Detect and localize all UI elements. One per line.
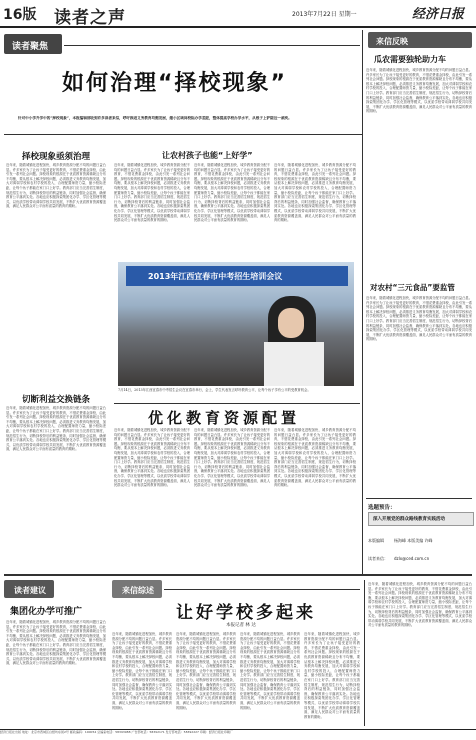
main-headline: 如何治理“择校现象” [62,71,287,96]
article-body: 近年来，随着城镇化进程加快，城乡教育资源分配不均的问题日益凸显。许多家长为了让孩子接受更好的教育，不惜花费重金择校，由此引发一系列社会问题。择校现象的根源在于优质教育资源稀缺且分布不均衡，要从根本上解决择校问题，必须推进义务教育均衡发展，加大对薄弱学校和农村学校的投入，合理配置师资力量，缩小校际差距，让每个孩子都能在家门口上好学。教育部门应当完善招生制度，规范招生行为，切断择校背后的利益链条，同时加强社会监督，确保教育公平落到实处。各地也应积极探索集团化办学、学区化管理等模式，以优质学校带动薄弱学校共同发展，不断扩大优质教育资源覆盖面，满足人民群众对公平而有质量的教育的期盼。 [6,163,106,209]
news-photo [118,262,354,386]
page-header [0,0,476,28]
subhead-guanong: 瓜农需要独轮助力车 [374,55,446,64]
article-body: 近年来，随着城镇化进程加快，城乡教育资源分配不均的问题日益凸显。许多家长为了让孩子接受更好的教育，不惜花费重金择校，由此引发一系列社会问题。择校现象的根源在于优质教育资源稀缺且分布不均衡，要从根本上解决择校问题，必须推进义务教育均衡发展，加大对薄弱学校和农村学校的投入，合理配置师资力量，缩小校际差距，让每个孩子都能在家门口上好学。教育部门应当完善招生制度，规范招生行为，切断择校背后的利益链条，同时加强社会监督，确保教育公平落到实处。各地也应积极探索集团化办学、学区化管理等模式，以优质学校带动薄弱学校共同发展，不断扩大优质教育资源覆盖面，满足人民群众对公平而有质量的教育的期盼。 [240,632,300,710]
subhead-nongcun: 让农村孩子也能“上好学” [162,151,253,160]
bottom-byline: 本报记者 林 达 [226,623,256,628]
right-tag: 来信反映 [376,37,408,46]
intro-divider [4,134,362,135]
article-body: 近年来，随着城镇化进程加快，城乡教育资源分配不均的问题日益凸显。许多家长为了让孩子接受更好的教育，不惜花费重金择校，由此引发一系列社会问题。择校现象的根源在于优质教育资源稀缺且分布不均衡，要从根本上解决择校问题，必须推进义务教育均衡发展，加大对薄弱学校和农村学校的投入，合理配置师资力量，缩小校际差距，让每个孩子都能在家门口上好学。教育部门应当完善招生制度，规范招生行为，切断择校背后的利益链条，同时加强社会监督，确保教育公平落到实处。各地也应积极探索集团化办学、学区化管理等模式，以优质学校带动薄弱学校共同发展，不断扩大优质教育资源覆盖面，满足人民群众对公平而有质量的教育的期盼。 [274,428,356,488]
article-body: 近年来，随着城镇化进程加快，城乡教育资源分配不均的问题日益凸显。许多家长为了让孩子接受更好的教育，不惜花费重金择校，由此引发一系列社会问题。择校现象的根源在于优质教育资源稀缺且分布不均衡，要从根本上解决择校问题，必须推进义务教育均衡发展，加大对薄弱学校和农村学校的投入，合理配置师资力量，缩小校际差距，让每个孩子都能在家门口上好学。教育部门应当完善招生制度，规范招生行为，切断择校背后的利益链条，同时加强社会监督，确保教育公平落到实处。各地也应积极探索集团化办学、学区化管理等模式，以优质学校带动薄弱学校共同发展，不断扩大优质教育资源覆盖面，满足人民群众对公平而有质量的教育的期盼。 [194,163,270,223]
page-footer: 经济日报社出版 地址：北京市西城区白纸坊东街2号 邮政编码：100054 总编室电话：58393988 广告部电话：58392171 发行部电话：58392227 印刷：经济日报社印刷厂 [0,729,476,740]
speaker-face [278,308,304,338]
preview-label: 选题预告： [368,505,396,511]
suggest-tag-box [4,580,54,598]
column-divider [362,30,363,576]
subhead-liyi: 切断利益交换链条 [22,395,91,405]
preview-box [368,512,474,526]
summary-tag: 来信综述 [122,586,154,595]
masthead: 经济日报 [412,7,465,22]
article-body: 近年来，随着城镇化进程加快，城乡教育资源分配不均的问题日益凸显。许多家长为了让孩子接受更好的教育，不惜花费重金择校，由此引发一系列社会问题。择校现象的根源在于优质教育资源稀缺且分布不均衡，要从根本上解决择校问题，必须推进义务教育均衡发展，加大对薄弱学校和农村学校的投入，合理配置师资力量，缩小校际差距，让每个孩子都能在家门口上好学。教育部门应当完善招生制度，规范招生行为，切断择校背后的利益链条，同时加强社会监督，确保教育公平落到实处。各地也应积极探索集团化办学、学区化管理等模式，以优质学校带动薄弱学校共同发展，不断扩大优质教育资源覆盖面，满足人民群众对公平而有质量的教育的期盼。 [112,632,172,710]
suggest-tag: 读者建议 [14,586,46,595]
subhead-sanyuan: 对农村“三元食品”要监管 [370,283,455,292]
right-divider [366,498,472,499]
feature-intro: 针对中小学升学中的“择校现象”，本报编辑部收到许多读者来信，呼吁推进义务教育均衡发展，缩小区域间校际办学差距，整体提高学校办学水平，从根子上铲除这一顽疾。 [18,116,292,120]
article-body: 近年来，随着城镇化进程加快，城乡教育资源分配不均的问题日益凸显。许多家长为了让孩子接受更好的教育，不惜花费重金择校，由此引发一系列社会问题。择校现象的根源在于优质教育资源稀缺且分布不均衡，要从根本上解决择校问题，必须推进义务教育均衡发展，加大对薄弱学校和农村学校的投入，合理配置师资力量，缩小校际差距，让每个孩子都能在家门口上好学。教育部门应当完善招生制度，规范招生行为，切断择校背后的利益链条，同时加强社会监督，确保教育公平落到实处。各地也应积极探索集团化办学、学区化管理等模式，以优质学校带动薄弱学校共同发展，不断扩大优质教育资源覆盖面，满足人民群众对公平而有质量的教育的期盼。 [6,406,106,452]
feature-tag: 读者聚焦 [12,42,49,52]
optimize-rule [114,403,360,404]
article-body: 近年来，随着城镇化进程加快，城乡教育资源分配不均的问题日益凸显。许多家长为了让孩子接受更好的教育，不惜花费重金择校，由此引发一系列社会问题。择校现象的根源在于优质教育资源稀缺且分布不均衡，要从根本上解决择校问题，必须推进义务教育均衡发展，加大对薄弱学校和农村学校的投入，合理配置师资力量，缩小校际差距，让每个孩子都能在家门口上好学。教育部门应当完善招生制度，规范招生行为，切断择校背后的利益链条，同时加强社会监督，确保教育公平落到实处。各地也应积极探索集团化办学、学区化管理等模式，以优质学校带动薄弱学校共同发展，不断扩大优质教育资源覆盖面，满足人民群众对公平而有质量的教育的期盼。 [6,620,106,666]
preview-text: 深入开展党的群众路线教育实践活动 [373,517,445,522]
email-address[interactable]: dzlx@ced.com.cn [394,556,430,561]
photo-caption: 7月14日，2013年江西宜春市中考招生会议在宜春市举行，会上，学生代表发言呼吁教育公平，让每个孩子享有公平的受教育机会。 [118,388,311,392]
bottom-section-rule [4,574,472,576]
subhead-jituan: 集团化办学可推广 [10,607,83,617]
bottom-headline: 让好学校多起来 [176,603,316,623]
subhead-youhua: 优化教育资源配置 [148,409,301,427]
article-body: 近年来，随着城镇化进程加快，城乡教育资源分配不均的问题日益凸显。许多家长为了让孩子接受更好的教育，不惜花费重金择校，由此引发一系列社会问题。择校现象的根源在于优质教育资源稀缺且分布不均衡，要从根本上解决择校问题，必须推进义务教育均衡发展，加大对薄弱学校和农村学校的投入，合理配置师资力量，缩小校际差距，让每个孩子都能在家门口上好学。教育部门应当完善招生制度，规范招生行为，切断择校背后的利益链条，同时加强社会监督，确保教育公平落到实处。各地也应积极探索集团化办学、学区化管理等模式，以优质学校带动薄弱学校共同发展，不断扩大优质教育资源覆盖面，满足人民群众对公平而有质量的教育的期盼。 [194,428,270,488]
article-body: 近年来，随着城镇化进程加快，城乡教育资源分配不均的问题日益凸显。许多家长为了让孩子接受更好的教育，不惜花费重金择校，由此引发一系列社会问题。择校现象的根源在于优质教育资源稀缺且分布不均衡，要从根本上解决择校问题，必须推进义务教育均衡发展，加大对薄弱学校和农村学校的投入，合理配置师资力量，缩小校际差距，让每个孩子都能在家门口上好学。教育部门应当完善招生制度，规范招生行为，切断择校背后的利益链条，同时加强社会监督，确保教育公平落到实处。各地也应积极探索集团化办学、学区化管理等模式，以优质学校带动薄弱学校共同发展，不断扩大优质教育资源覆盖面，满足人民群众对公平而有质量的教育的期盼。 [176,632,236,710]
article-body: 近年来，随着城镇化进程加快，城乡教育资源分配不均的问题日益凸显。许多家长为了让孩子接受更好的教育，不惜花费重金择校，由此引发一系列社会问题。择校现象的根源在于优质教育资源稀缺且分布不均衡，要从根本上解决择校问题，必须推进义务教育均衡发展，加大对薄弱学校和农村学校的投入，合理配置师资力量，缩小校际差距，让每个孩子都能在家门口上好学。教育部门应当完善招生制度，规范招生行为，切断择校背后的利益链条，同时加强社会监督，确保教育公平落到实处。各地也应积极探索集团化办学、学区化管理等模式，以优质学校带动薄弱学校共同发展，不断扩大优质教育资源覆盖面，满足人民群众对公平而有质量的教育的期盼。 [304,632,360,719]
feature-top-rule [64,45,360,46]
feature-tag-box [4,34,62,54]
article-body: 近年来，随着城镇化进程加快，城乡教育资源分配不均的问题日益凸显。许多家长为了让孩子接受更好的教育，不惜花费重金择校，由此引发一系列社会问题。择校现象的根源在于优质教育资源稀缺且分布不均衡，要从根本上解决择校问题，必须推进义务教育均衡发展，加大对薄弱学校和农村学校的投入，合理配置师资力量，缩小校际差距，让每个孩子都能在家门口上好学。教育部门应当完善招生制度，规范招生行为，切断择校背后的利益链条，同时加强社会监督，确保教育公平落到实处。各地也应积极探索集团化办学、学区化管理等模式，以优质学校带动薄弱学校共同发展，不断扩大优质教育资源覆盖面，满足人民群众对公平而有质量的教育的期盼。 [368,582,472,628]
article-body: 近年来，随着城镇化进程加快，城乡教育资源分配不均的问题日益凸显。许多家长为了让孩子接受更好的教育，不惜花费重金择校，由此引发一系列社会问题。择校现象的根源在于优质教育资源稀缺且分布不均衡，要从根本上解决择校问题，必须推进义务教育均衡发展，加大对薄弱学校和农村学校的投入，合理配置师资力量，缩小校际差距，让每个孩子都能在家门口上好学。教育部门应当完善招生制度，规范招生行为，切断择校背后的利益链条，同时加强社会监督，确保教育公平落到实处。各地也应积极探索集团化办学、学区化管理等模式，以优质学校带动薄弱学校共同发展，不断扩大优质教育资源覆盖面，满足人民群众对公平而有质量的教育的期盼。 [366,296,472,342]
issue-date: 2013年7月22日 星期一 [292,11,357,18]
article-body: 近年来，随着城镇化进程加快，城乡教育资源分配不均的问题日益凸显。许多家长为了让孩子接受更好的教育，不惜花费重金择校，由此引发一系列社会问题。择校现象的根源在于优质教育资源稀缺且分布不均衡，要从根本上解决择校问题，必须推进义务教育均衡发展，加大对薄弱学校和农村学校的投入，合理配置师资力量，缩小校际差距，让每个孩子都能在家门口上好学。教育部门应当完善招生制度，规范招生行为，切断择校背后的利益链条，同时加强社会监督，确保教育公平落到实处。各地也应积极探索集团化办学、学区化管理等模式，以优质学校带动薄弱学校共同发展，不断扩大优质教育资源覆盖面，满足人民群众对公平而有质量的教育的期盼。 [114,163,190,223]
editor-label: 本版编辑 [368,538,384,543]
right-tag-box [368,32,472,48]
section-title: 读者之声 [54,8,126,28]
photo-banner-text: 2013年江西宜春市中考招生培训会议 [148,272,283,281]
subhead-zexiao: 择校现象亟须治理 [22,152,91,162]
speaker-shirt [264,342,324,386]
article-body: 近年来，随着城镇化进程加快，城乡教育资源分配不均的问题日益凸显。许多家长为了让孩子接受更好的教育，不惜花费重金择校，由此引发一系列社会问题。择校现象的根源在于优质教育资源稀缺且分布不均衡，要从根本上解决择校问题，必须推进义务教育均衡发展，加大对薄弱学校和农村学校的投入，合理配置师资力量，缩小校际差距，让每个孩子都能在家门口上好学。教育部门应当完善招生制度，规范招生行为，切断择校背后的利益链条，同时加强社会监督，确保教育公平落到实处。各地也应积极探索集团化办学、学区化管理等模式，以优质学校带动薄弱学校共同发展，不断扩大优质教育资源覆盖面，满足人民群众对公平而有质量的教育的期盼。 [366,68,472,114]
article-body: 近年来，随着城镇化进程加快，城乡教育资源分配不均的问题日益凸显。许多家长为了让孩子接受更好的教育，不惜花费重金择校，由此引发一系列社会问题。择校现象的根源在于优质教育资源稀缺且分布不均衡，要从根本上解决择校问题，必须推进义务教育均衡发展，加大对薄弱学校和农村学校的投入，合理配置师资力量，缩小校际差距，让每个孩子都能在家门口上好学。教育部门应当完善招生制度，规范招生行为，切断择校背后的利益链条，同时加强社会监督，确保教育公平落到实处。各地也应积极探索集团化办学、学区化管理等模式，以优质学校带动薄弱学校共同发展，不断扩大优质教育资源覆盖面，满足人民群众对公平而有质量的教育的期盼。 [274,163,356,223]
email-label: 读者来信： [368,556,388,561]
summary-tag-box [112,580,162,598]
bottom-column-divider [364,580,365,726]
editor-names: 杨海峰 本版美编 许峰 [394,538,433,543]
summary-rule [164,589,360,590]
page-number: 16版 [3,7,37,23]
article-body: 近年来，随着城镇化进程加快，城乡教育资源分配不均的问题日益凸显。许多家长为了让孩子接受更好的教育，不惜花费重金择校，由此引发一系列社会问题。择校现象的根源在于优质教育资源稀缺且分布不均衡，要从根本上解决择校问题，必须推进义务教育均衡发展，加大对薄弱学校和农村学校的投入，合理配置师资力量，缩小校际差距，让每个孩子都能在家门口上好学。教育部门应当完善招生制度，规范招生行为，切断择校背后的利益链条，同时加强社会监督，确保教育公平落到实处。各地也应积极探索集团化办学、学区化管理等模式，以优质学校带动薄弱学校共同发展，不断扩大优质教育资源覆盖面，满足人民群众对公平而有质量的教育的期盼。 [114,428,190,488]
